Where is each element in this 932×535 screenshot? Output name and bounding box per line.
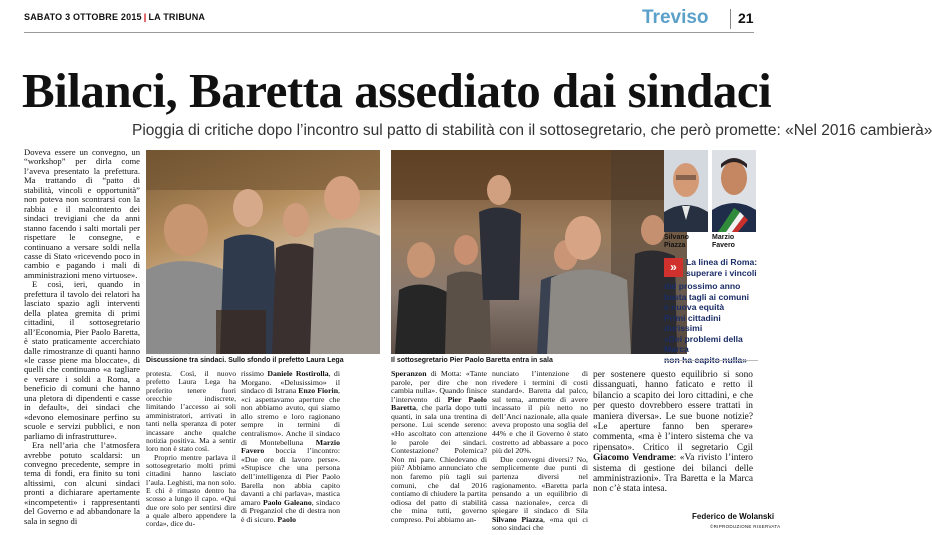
- portrait-illustration: [664, 150, 708, 232]
- portrait-name-2: Marzio Favero: [712, 234, 735, 249]
- article-column-5: [492, 370, 588, 533]
- article-column-6: [593, 370, 753, 495]
- paragraph: protesta. Così, il nuovo prefetto Laura Lega ha preferito tenere fuori orecchie indiscrete, limitando l’accesso ai soli amministratori, arrivati in tanti nella speranza di poter incassare anche qualche notizia positiva. Ma a sentir loro non è stato così.: [146, 369, 236, 454]
- sidebar-teaser-body: dal prossimo anno basta tagli ai comuni e nuova equità Primi cittadini durissimi «Dei problemi della Marca: [664, 281, 750, 354]
- header-divider: [730, 9, 731, 29]
- newspaper-name: LA TRIBUNA: [148, 12, 206, 22]
- article-column-2: [146, 370, 236, 529]
- paragraph: nunciato l’intenzione di rivedere i termini di costi standard». Baretta dal palco, sul tema, ammette di avere incassato il più netto no dell’Anci nazionale, alla quale aveva proposto una soglia del 44% e che il Governo è stato costretto ad abbassare a poco più del 20%.: [492, 369, 588, 456]
- page-number: 21: [738, 10, 754, 26]
- photo-illustration: [391, 150, 687, 354]
- article-column-1: [24, 148, 140, 526]
- article-column-3: [241, 370, 340, 524]
- issue-date: SABATO 3 OTTOBRE 2015 | LA TRIBUNA: [24, 12, 206, 22]
- portrait-name-1: Silvano Piazza: [664, 234, 689, 249]
- author-signature: Federico de Wolanski: [692, 512, 775, 521]
- paragraph: Doveva essere un convegno, un “workshop” per dirla come l’aveva presentato la prefettura. Ma trattando di “patto di stabilità, vincoli e opportunità” non poteva non scontrarsi con la rabbia e il malcontento dei sindaci trevigiani che da anni stanno facendo i salti mortali per rispettare le consegne, e continuano a versare soldi nella casse di Stato «ricevendo poco in cambio e pagando i mali di amministrazioni meno virtuose».: [24, 147, 140, 280]
- photo-undersecretary-entering: [391, 150, 687, 354]
- paragraph: E così, ieri, quando in prefettura il tavolo dei relatori ha lasciato spazio agli interventi della platea gremita di primi cittadini, il sottosegretario all’Economia, Pier Paolo Baretta, è stato praticamente accerchiato dalle rimostranze di quanti hanno «le casse piene ma bloccate», di quelli che continuano «a tagliare e versare i soldi a Roma, a beneficio di comuni che hanno una pletora di dipendenti e casse in default», dei sindaci che «devono elemosinare perfino su scuole e servizi pubblici, e non parliamo di infrastrutture».: [24, 279, 140, 441]
- photo-mayors-discussion: [146, 150, 380, 354]
- paragraph: rissimo Daniele Rostirolla, di Morgano. «Delusissimo» il sindaco di Istrana Enzo Fiorin, «ci aspettavamo aperture che non abbiamo avuto, qui siamo allo stremo e loro ragionano sempre in termini di centralismo». Anche il sindaco di Montebelluna Marzio Favero boccia l’incontro: «Due ore di lavoro perse». «Stupisce che una persona dell’intelligenza di Pier Paolo Barella non abbia capito davanti a chi parlava», mastica amaro Paolo Galeano, sindaco di Preganziol che di destra non è di sicuro. Paolo: [241, 369, 340, 524]
- rights-notice: ©RIPRODUZIONE RISERVATA: [710, 524, 781, 529]
- sidebar-teaser: La linea di Roma: superare i vincoli: [686, 257, 758, 278]
- photo-caption-2: Il sottosegretario Pier Paolo Baretta entra in sala: [391, 357, 553, 364]
- portrait-silvano-piazza: [664, 150, 708, 232]
- photo-illustration: [146, 150, 380, 354]
- headline: Bilanci, Baretta assediato dai sindaci: [22, 63, 772, 118]
- subtitle: Pioggia di critiche dopo l’incontro sul patto di stabilità con il sottosegretario, che però promette: «Nel 2016 cambierà»: [132, 122, 932, 139]
- paragraph: Era nell’aria che l’atmosfera avrebbe potuto scaldarsi: un convegno precedente, sempre in tema di fondi, era finito su toni altissimi, con alcuni sindaci pronti a dichiarare apertamente «incompetenti» i rappresentanti del Governo e ad abbandonare la sala in segno di: [24, 440, 140, 526]
- portrait-illustration: [712, 150, 756, 232]
- section-city: Treviso: [642, 7, 709, 28]
- paragraph: Speranzon di Motta: «Tante parole, per dire che non cambia nulla». Quando finisce l’intervento di Pier Paolo Baretta, che parla dopo tutti quanti, in sala una trentina di persone. Lui scende sereno: «Ho ascoltato con attenzione le parole dei sindaci. Contestazione? Polemica? Non mi pare. Chiedevano di più? Abbiamo annunciato che non faremo più tagli sui comuni, che dal 2016 contiamo di chiudere la partita odiosa del patto di stabilità che mina tutti, governo compreso. Poi abbiamo an-: [391, 369, 487, 524]
- paragraph: Proprio mentre parlava il sottosegretario molti primi cittadini hanno lasciato l’aula. Leghisti, ma non solo. E chi è rimasto dentro ha scosso a lungo il capo. «Qui due ore solo per sentirsi dire a quale albero appendere la corda», dice du-: [146, 452, 236, 529]
- header-rule: [24, 32, 754, 33]
- paragraph: Due convegni diversi? No, semplicemente due punti di partenza diversi nel ragionamento. «Baretta parla pensando a un equilibrio di cassa nazionale», cerca di spiegare il sindaco di Sila Silvano Piazza, «ma qui ci sono sindaci che: [492, 454, 589, 533]
- chevron-right-icon: »: [664, 258, 683, 277]
- portrait-marzio-favero: [712, 150, 756, 232]
- photo-caption-1: Discussione tra sindaci. Sullo sfondo il prefetto Laura Lega: [146, 357, 344, 364]
- article-column-4: [391, 370, 487, 524]
- sidebar-rule: [664, 360, 758, 361]
- paragraph: per sostenere questo equilibrio si sono dissanguati, hanno faticato e retto il bilancio a scapito dei loro cittadini, e che per questo dovrebbero essere trattati in maniera diversa». Le sue buone notizie? «Le aperture fanno ben sperare» commenta, «ma è l’intero sistema che va ripensato». Critico il segretario Cgil Giacomo Vendrame: «Va rivisto l’intero sistema di gestione dei bilanci delle amministrazioni». Tra Baretta e la Marca non c’è stata intesa.: [593, 370, 753, 495]
